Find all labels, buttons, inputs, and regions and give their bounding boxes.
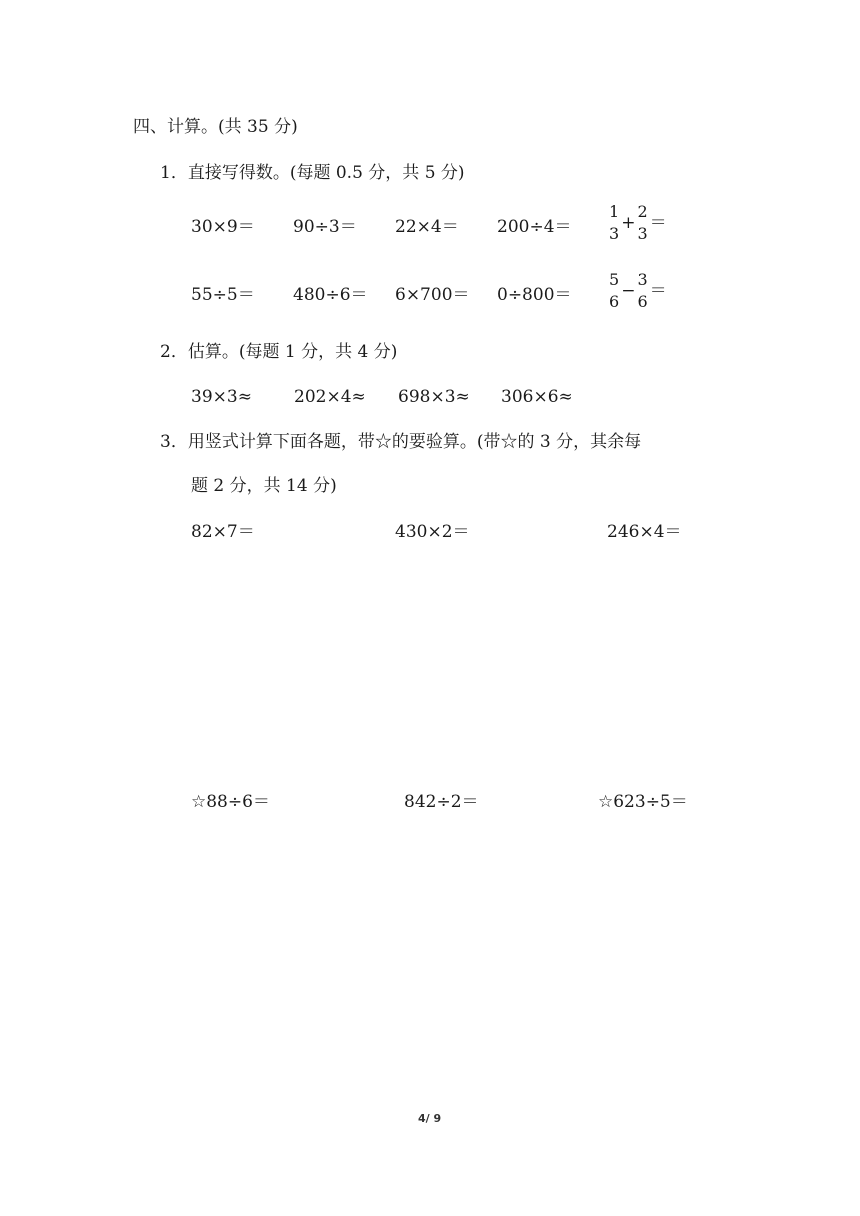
operator: − bbox=[621, 280, 636, 301]
fraction-a bbox=[608, 204, 620, 242]
q3-item-1: 82×7＝ bbox=[191, 522, 255, 542]
equals-sign: ＝ bbox=[649, 280, 667, 301]
q2-item-4: 306×6≈ bbox=[501, 387, 573, 407]
fraction-b bbox=[636, 204, 648, 242]
q1-item-2: 90÷3＝ bbox=[293, 217, 357, 237]
fraction-b bbox=[636, 272, 648, 310]
equals-sign: ＝ bbox=[649, 212, 667, 233]
q2-item-3: 698×3≈ bbox=[398, 387, 470, 407]
fraction-a bbox=[608, 272, 620, 310]
q1-item-8: 6×700＝ bbox=[395, 285, 470, 305]
denominator: 3 bbox=[609, 224, 620, 243]
numerator: 2 bbox=[637, 202, 648, 221]
numerator: 3 bbox=[637, 270, 648, 289]
q1-item-7: 480÷6＝ bbox=[293, 285, 368, 305]
numerator: 1 bbox=[609, 202, 620, 221]
q1-item-4: 200÷4＝ bbox=[497, 217, 572, 237]
q2-item-1: 39×3≈ bbox=[191, 387, 252, 407]
q1-item-5-fraction-sum bbox=[608, 204, 668, 242]
q1-item-9: 0÷800＝ bbox=[497, 285, 572, 305]
question-3-title-line-2: 题 2 分，共 14 分) bbox=[191, 476, 337, 496]
q2-item-2: 202×4≈ bbox=[294, 387, 366, 407]
operator: + bbox=[621, 212, 636, 233]
section-title: 四、计算。(共 35 分) bbox=[133, 117, 298, 137]
denominator: 3 bbox=[637, 224, 648, 243]
q3-item-4-with-check: ☆88÷6＝ bbox=[191, 792, 270, 812]
denominator: 6 bbox=[637, 292, 648, 311]
q3-item-3: 246×4＝ bbox=[607, 522, 682, 542]
q3-item-2: 430×2＝ bbox=[395, 522, 470, 542]
question-1-title: 1．直接写得数。(每题 0.5 分，共 5 分) bbox=[160, 163, 465, 183]
question-2-title: 2．估算。(每题 1 分，共 4 分) bbox=[160, 342, 398, 362]
page-number: 4/ 9 bbox=[418, 1112, 442, 1125]
question-3-title-line-1: 3．用竖式计算下面各题，带☆的要验算。(带☆的 3 分，其余每 bbox=[160, 432, 642, 452]
denominator: 6 bbox=[609, 292, 620, 311]
q1-item-3: 22×4＝ bbox=[395, 217, 459, 237]
numerator: 5 bbox=[609, 270, 620, 289]
q1-item-6: 55÷5＝ bbox=[191, 285, 255, 305]
q1-item-10-fraction-difference bbox=[608, 272, 668, 310]
q1-item-1: 30×9＝ bbox=[191, 217, 255, 237]
q3-item-5: 842÷2＝ bbox=[404, 792, 479, 812]
q3-item-6-with-check: ☆623÷5＝ bbox=[598, 792, 688, 812]
